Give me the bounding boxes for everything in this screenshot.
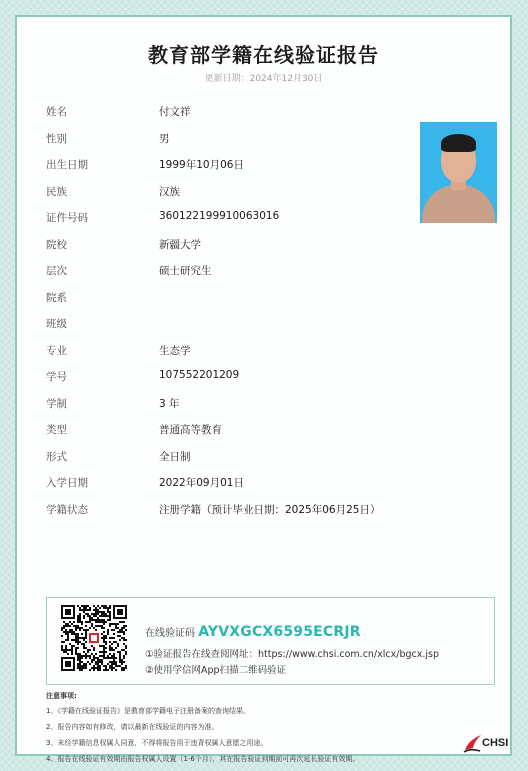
verification-code: AYVXGCX6595ECRJR [198, 624, 361, 640]
field-row-duration [46, 396, 466, 414]
field-value: 2022年09月01日 [159, 477, 244, 489]
field-row-student-id [46, 369, 466, 387]
verification-app-text: ②使用学信网App扫描二维码验证 [145, 665, 287, 676]
report-title: 教育部学籍在线验证报告 [148, 43, 379, 67]
field-row-gender [46, 131, 466, 149]
field-label: 班级 [46, 318, 67, 330]
field-row-enrollment-date [46, 475, 466, 493]
photo-shirt [422, 185, 495, 223]
field-row-type [46, 422, 466, 440]
student-photo [420, 122, 497, 223]
field-value: 付文祥 [159, 106, 191, 118]
chsi-logo [462, 730, 510, 754]
field-label: 类型 [46, 424, 67, 436]
field-value: 汉族 [159, 186, 180, 198]
field-row-id-number [46, 210, 466, 228]
field-value: 注册学籍（预计毕业日期：2025年06月25日） [159, 504, 381, 516]
field-label: 学籍状态 [46, 504, 88, 516]
note-item: 1、《学籍在线验证报告》是教育部学籍电子注册备案的查询结果。 [46, 707, 250, 715]
update-date: 更新日期：2024年12月30日 [204, 74, 323, 84]
field-value: 生态学 [159, 345, 191, 357]
field-row-school [46, 237, 466, 255]
field-label: 姓名 [46, 106, 67, 118]
photo-hair [441, 134, 476, 152]
verification-url-text: ①验证报告在线查阅网址：https://www.chsi.com.cn/xlcx/bgcx.jsp [145, 649, 439, 660]
chsi-bird-icon [462, 730, 484, 754]
field-label: 证件号码 [46, 212, 88, 224]
field-value: 硕士研究生 [159, 265, 212, 277]
field-label: 层次 [46, 265, 67, 277]
qr-code[interactable] [61, 605, 127, 671]
field-row-department [46, 290, 466, 308]
field-label: 院校 [46, 239, 67, 251]
notes-section [46, 691, 446, 770]
field-value: 107552201209 [159, 369, 240, 381]
note-item: 2、报告内容如有修改，请以最新在线验证的内容为准。 [46, 723, 219, 731]
verification-code-line [145, 624, 361, 640]
field-label: 民族 [46, 186, 67, 198]
field-value: 3 年 [159, 398, 180, 410]
field-row-form [46, 449, 466, 467]
field-label: 形式 [46, 451, 67, 463]
field-label: 学制 [46, 398, 67, 410]
field-value: 1999年10月06日 [159, 159, 244, 171]
field-value: 新疆大学 [159, 239, 201, 251]
field-row-status [46, 502, 466, 520]
field-row-major [46, 343, 466, 361]
field-label: 入学日期 [46, 477, 88, 489]
field-label: 学号 [46, 371, 67, 383]
note-item: 4、报告在线验证有效期由报告权属人设置（1-6个月），其在报告验证到期前可再次延长验证有效期。 [46, 755, 360, 763]
field-value: 360122199910063016 [159, 210, 280, 222]
field-label: 出生日期 [46, 159, 88, 171]
field-row-class [46, 316, 466, 334]
field-row-name [46, 104, 466, 122]
field-row-level [46, 263, 466, 281]
field-row-ethnicity [46, 184, 466, 202]
logo-text: CHSI [482, 737, 509, 749]
field-label: 专业 [46, 345, 67, 357]
verification-code-label: 在线验证码 [145, 628, 195, 639]
note-item: 3、未经学籍信息权属人同意，不得将报告用于违背权属人意愿之用途。 [46, 739, 268, 747]
field-value: 全日制 [159, 451, 191, 463]
notes-heading: 注意事项: [46, 692, 77, 700]
field-label: 院系 [46, 292, 67, 304]
field-label: 性别 [46, 133, 67, 145]
verification-box [46, 597, 495, 685]
field-value: 普通高等教育 [159, 424, 222, 436]
field-row-birthdate [46, 157, 466, 175]
report-sheet [15, 15, 512, 763]
field-value: 男 [159, 133, 170, 145]
